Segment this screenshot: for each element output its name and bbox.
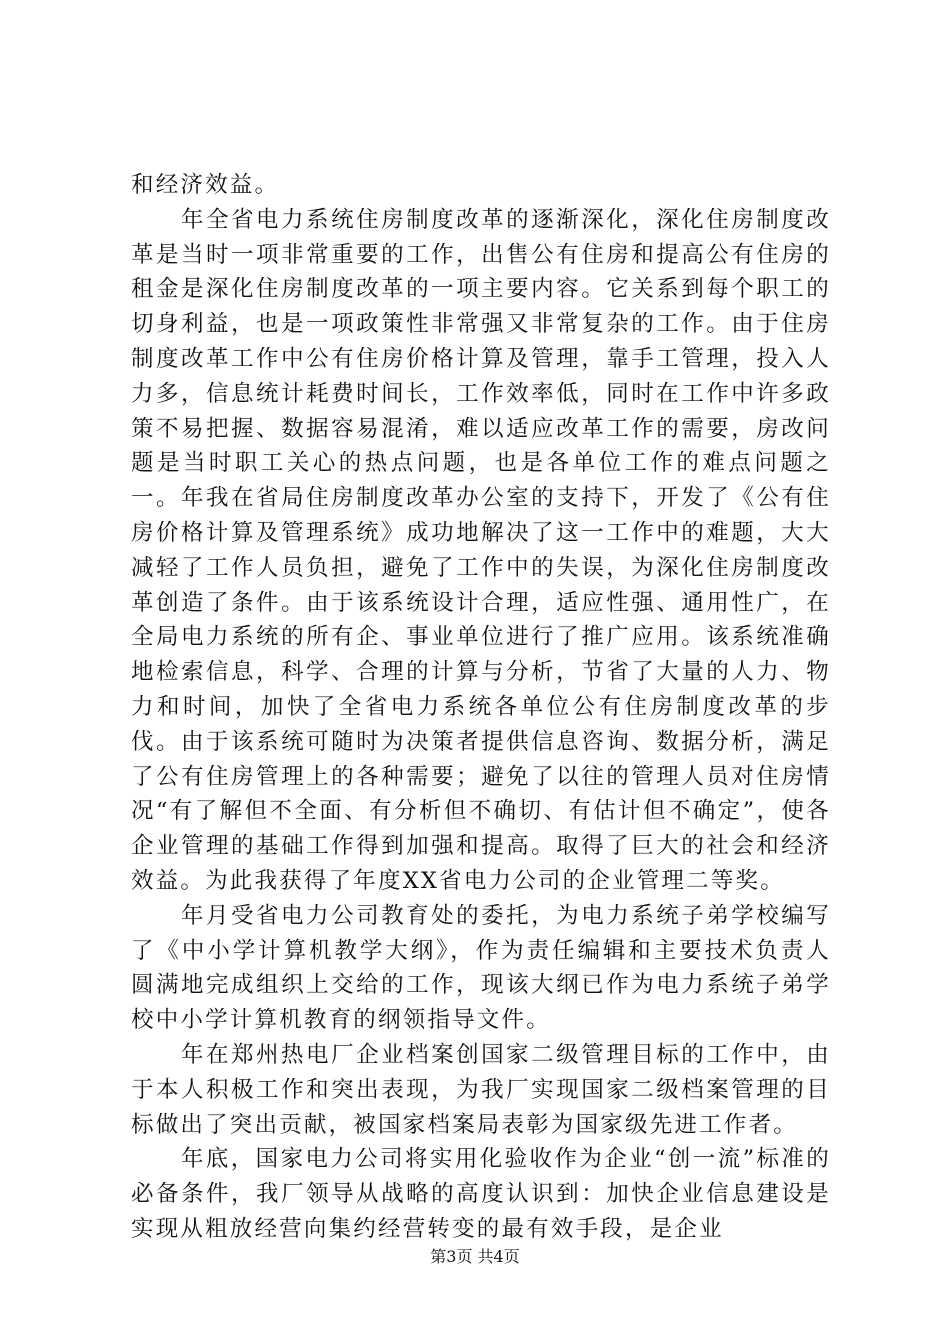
document-body	[131, 168, 831, 1247]
paragraph-housing-reform: 年全省电力系统住房制度改革的逐渐深化，深化住房制度改革是当时一项非常重要的工作，出售公有住房和提高公有住房的租金是深化住房制度改革的一项主要内容。它关系到每个职工的切身利益，也是一项政策性非常强又非常复杂的工作。由于住房制度改革工作中公有住房价格计算及管理，靠手工管理，投入人力多，信息统计耗费时间长，工作效率低，同时在工作中许多政策不易把握、数据容易混淆，难以适应改革工作的需要，房改问题是当时职工关心的热点问题，也是各单位工作的难点问题之一。年我在省局住房制度改革办公室的支持下，开发了《公有住房价格计算及管理系统》成功地解决了这一工作中的难题，大大减轻了工作人员负担，避免了工作中的失误，为深化住房制度改革创造了条件。由于该系统设计合理，适应性强、通用性广，在全局电力系统的所有企、事业单位进行了推广应用。该系统准确地检索信息，科学、合理的计算与分析，节省了大量的人力、物力和时间，加快了全省电力系统各单位公有住房制度改革的步伐。由于该系统可随时为决策者提供信息咨询、数据分析，满足了公有住房管理上的各种需要；避免了以往的管理人员对住房情况“有了解但不全面、有分析但不确切、有估计但不确定”，使各企业管理的基础工作得到加强和提高。取得了巨大的社会和经济效益。为此我获得了年度XX省电力公司的企业管理二等奖。	[131, 206, 831, 894]
paragraph-year-end: 年底，国家电力公司将实用化验收作为企业“创一流”标准的必备条件，我厂领导从战略的高度认识到：加快企业信息建设是实现从粗放经营向集约经营转变的最有效手段，是企业	[131, 1146, 831, 1242]
paragraph-curriculum: 年月受省电力公司教育处的委托，为电力系统子弟学校编写了《中小学计算机教学大纲》，作为责任编辑和主要技术负责人圆满地完成组织上交给的工作，现该大纲已作为电力系统子弟学校中小学计算机教育的纲领指导文件。	[131, 902, 831, 1034]
paragraph-continuation: 和经济效益。	[131, 172, 280, 198]
page-footer: 第3页 共4页	[430, 1247, 520, 1266]
paragraph-archives: 年在郑州热电厂企业档案创国家二级管理目标的工作中，由于本人积极工作和突出表现，为我厂实现国家二级档案管理的目标做出了突出贡献，被国家档案局表彰为国家级先进工作者。	[131, 1041, 831, 1138]
